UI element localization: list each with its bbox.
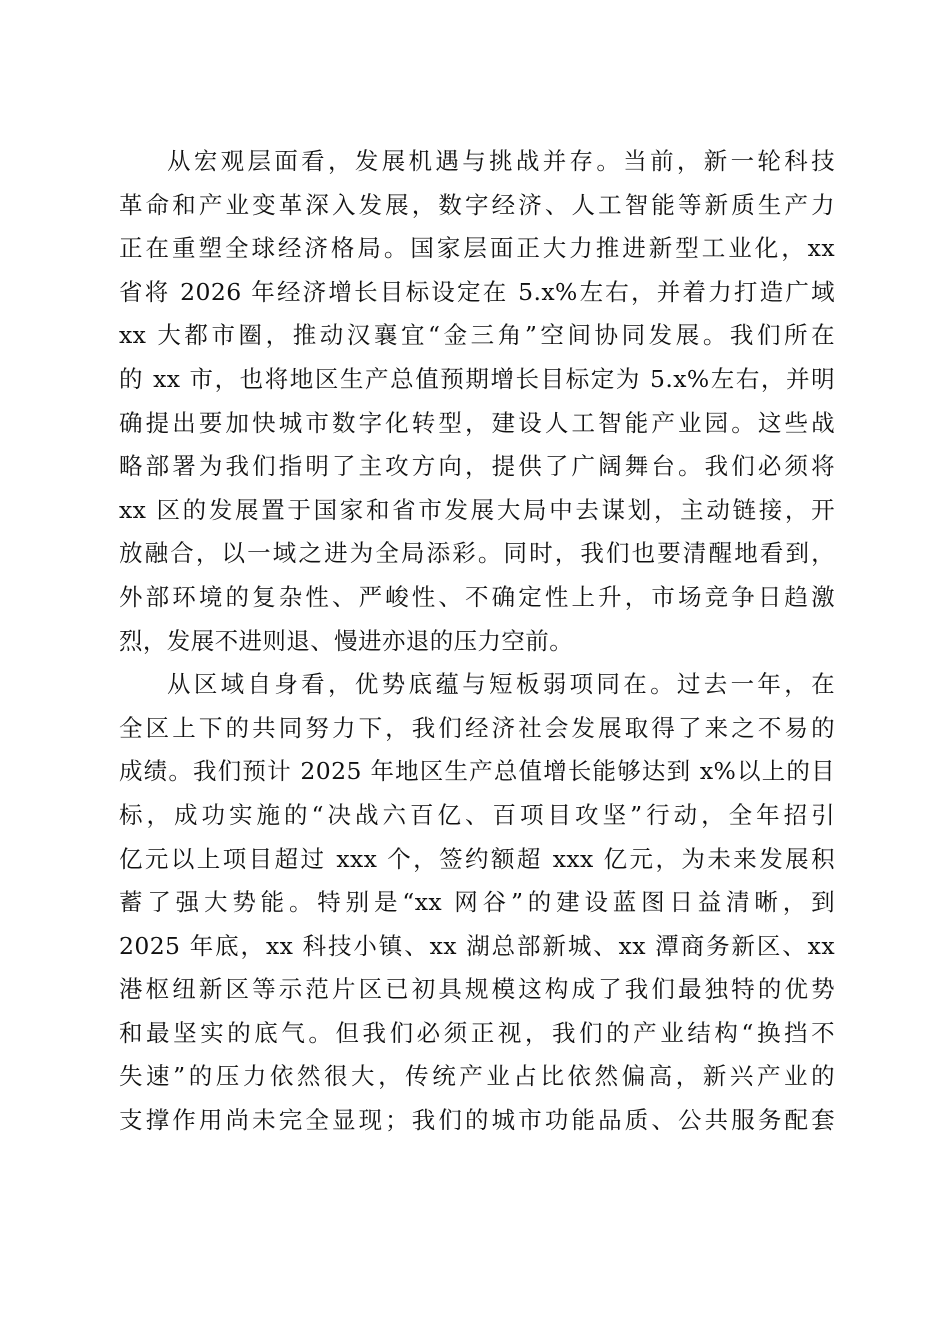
- text-line: 从区域自身看，优势底蕴与短板弱项同在。过去一年，在: [167, 670, 835, 699]
- text-line: 省将 2026 年经济增长目标设定在 5.x%左右，并着力打造广域: [119, 277, 835, 306]
- text-line: 放融合，以一域之进为全局添彩。同时，我们也要清醒地看到，: [119, 539, 835, 568]
- text-line: 标，成功实施的“决战六百亿、百项目攻坚”行动，全年招引: [119, 800, 835, 829]
- text-line: 烈，发展不进则退、慢进亦退的压力空前。: [119, 626, 574, 655]
- text-line: 成绩。我们预计 2025 年地区生产总值增长能够达到 x%以上的目: [119, 757, 835, 786]
- text-line: 确提出要加快城市数字化转型，建设人工智能产业园。这些战: [119, 408, 835, 437]
- text-line: 从宏观层面看，发展机遇与挑战并存。当前，新一轮科技: [167, 147, 835, 175]
- text-line: 正在重塑全球经济格局。国家层面正大力推进新型工业化，xx: [119, 234, 835, 263]
- text-line: xx 大都市圈，推动汉襄宜“金三角”空间协同发展。我们所在: [119, 321, 835, 350]
- text-line: 全区上下的共同努力下，我们经济社会发展取得了来之不易的: [119, 713, 835, 742]
- text-line: 港枢纽新区等示范片区已初具规模这构成了我们最独特的优势: [119, 975, 835, 1004]
- paragraph-regional-self: [119, 663, 835, 1143]
- text-line: 和最坚实的底气。但我们必须正视，我们的产业结构“换挡不: [119, 1018, 835, 1047]
- text-line: 的 xx 市，也将地区生产总值预期增长目标定为 5.x%左右，并明: [119, 364, 835, 393]
- text-line: 革命和产业变革深入发展，数字经济、人工智能等新质生产力: [119, 190, 835, 219]
- text-line: 略部署为我们指明了主攻方向，提供了广阔舞台。我们必须将: [119, 452, 835, 481]
- text-line: 外部环境的复杂性、严峻性、不确定性上升，市场竞争日趋激: [119, 582, 835, 611]
- text-line: 蓄了强大势能。特别是“xx 网谷”的建设蓝图日益清晰，到: [119, 888, 835, 917]
- text-line: 亿元以上项目超过 xxx 个，签约额超 xxx 亿元，为未来发展积: [119, 844, 835, 873]
- document-body: [119, 140, 835, 1143]
- text-line: 支撑作用尚未完全显现；我们的城市功能品质、公共服务配套: [119, 1106, 835, 1135]
- text-line: 失速”的压力依然很大，传统产业占比依然偏高，新兴产业的: [119, 1062, 835, 1091]
- text-line: xx 区的发展置于国家和省市发展大局中去谋划，主动链接，开: [119, 495, 835, 524]
- text-line: 2025 年底，xx 科技小镇、xx 湖总部新城、xx 潭商务新区、xx: [119, 931, 835, 960]
- paragraph-macro-level: [119, 140, 835, 663]
